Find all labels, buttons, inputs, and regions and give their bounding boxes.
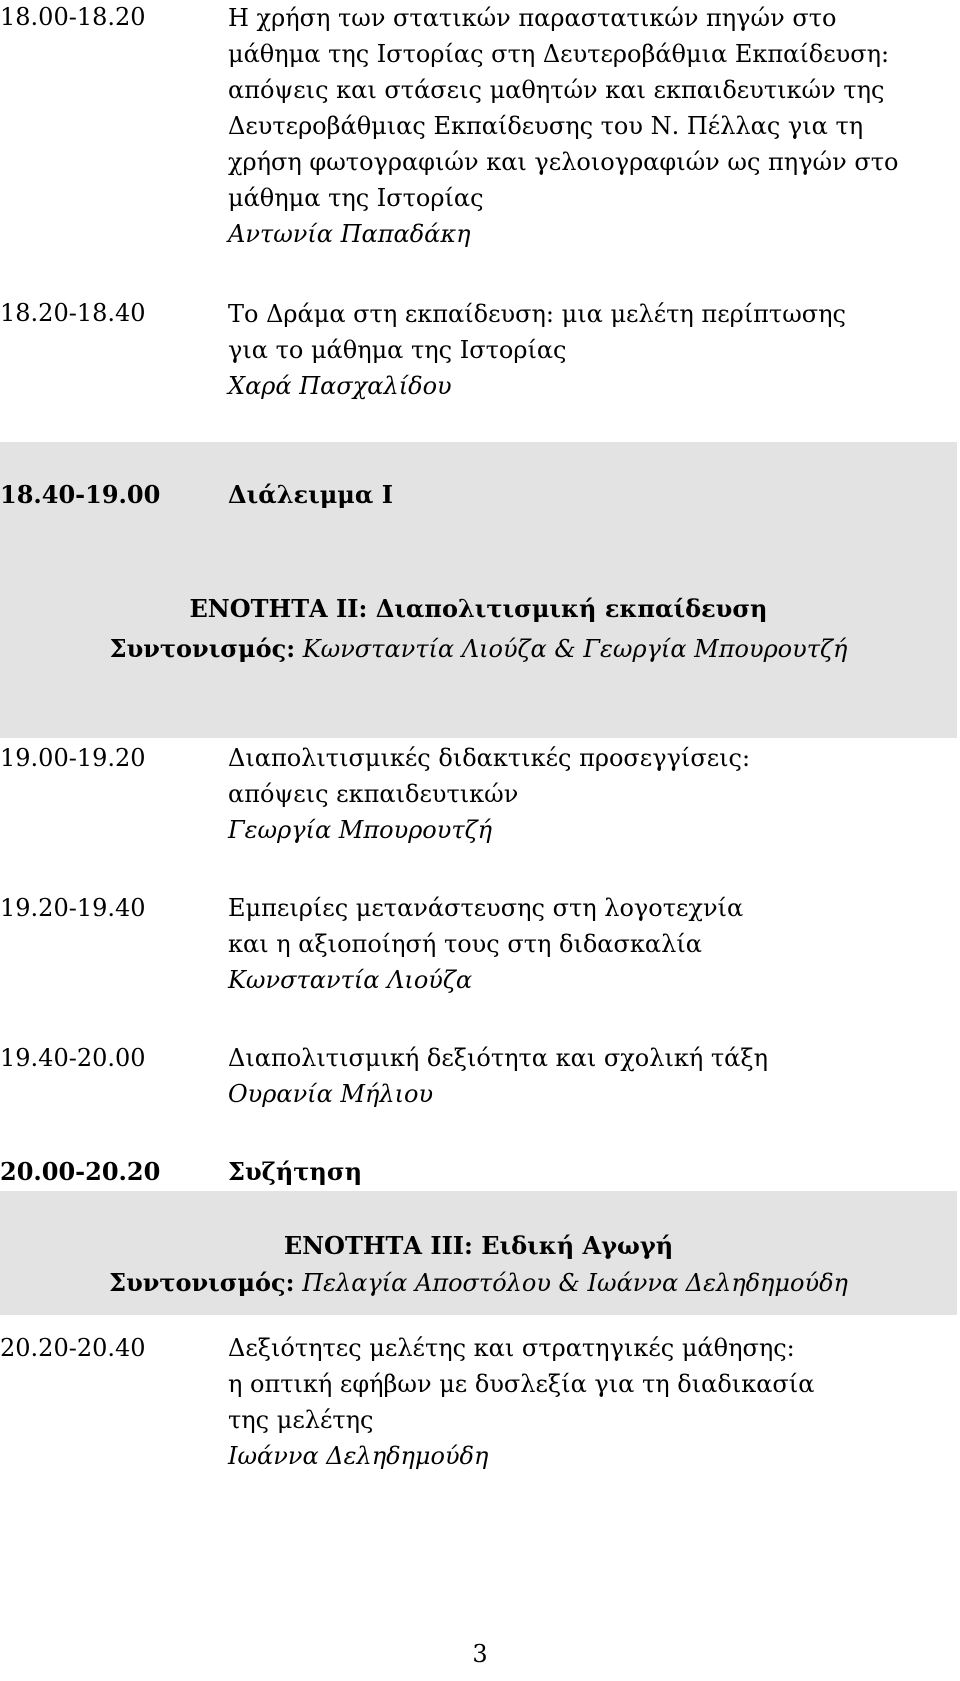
section-coordinators bbox=[0, 1265, 957, 1301]
time-slot: 18.20-18.40 bbox=[0, 299, 146, 327]
talk-title-line: Διαπολιτισμική δεξιότητα και σχολική τάξη bbox=[228, 1044, 768, 1072]
talk-title-line: Δεξιότητες μελέτης και στρατηγικές μάθησης: bbox=[228, 1334, 795, 1362]
talk-title-line: Εμπειρίες μετανάστευσης στη λογοτεχνία bbox=[228, 894, 744, 922]
talk-title-line: απόψεις εκπαιδευτικών bbox=[228, 780, 519, 808]
talk-author: Αντωνία Παπαδάκη bbox=[228, 220, 471, 248]
talk-title-line: χρήση φωτογραφιών και γελοιογραφιών ως πηγών στο bbox=[228, 148, 899, 176]
talk-info bbox=[228, 740, 953, 848]
talk-title-line: μάθημα της Ιστορίας στη Δευτεροβάθμια Εκπαίδευση: bbox=[228, 40, 890, 68]
time-slot: 19.20-19.40 bbox=[0, 894, 146, 922]
section-coordinators bbox=[0, 631, 957, 667]
time-slot: 20.20-20.40 bbox=[0, 1334, 146, 1362]
talk-info bbox=[228, 0, 953, 252]
coordinators-names: Κωνσταντία Λιούζα & Γεωργία Μπουρουτζή bbox=[302, 635, 848, 663]
talk-title-line: για το μάθημα της Ιστορίας bbox=[228, 336, 567, 364]
talk-title-line: Δευτεροβάθμιας Εκπαίδευσης του Ν. Πέλλας για τη bbox=[228, 112, 864, 140]
section-heading: ΕΝΟΤΗΤΑ ΙΙΙ: Ειδική Αγωγή bbox=[283, 1231, 674, 1260]
time-slot: 19.00-19.20 bbox=[0, 744, 146, 772]
talk-info bbox=[228, 890, 953, 998]
time-slot: 20.00-20.20 bbox=[0, 1157, 161, 1186]
time-slot: 19.40-20.00 bbox=[0, 1044, 146, 1072]
coordinators-label: Συντονισμός: bbox=[109, 1268, 295, 1297]
time-slot: 18.40-19.00 bbox=[0, 480, 161, 509]
talk-title-line: η οπτική εφήβων με δυσλεξία για τη διαδικασία bbox=[228, 1370, 815, 1398]
talk-author: Ιωάννα Δεληδημούδη bbox=[228, 1442, 489, 1470]
talk-title-line: Η χρήση των στατικών παραστατικών πηγών στο bbox=[228, 4, 837, 32]
coordinators-label: Συντονισμός: bbox=[109, 634, 296, 663]
talk-info bbox=[228, 1040, 953, 1112]
talk-title-line: της μελέτης bbox=[228, 1406, 374, 1434]
talk-author: Γεωργία Μπουρουτζή bbox=[228, 816, 492, 844]
talk-title-line: μάθημα της Ιστορίας bbox=[228, 184, 484, 212]
break-title: Διάλειμμα Ι bbox=[228, 480, 393, 509]
section-heading: ΕΝΟΤΗΤΑ ΙΙ: Διαπολιτισμική εκπαίδευση bbox=[189, 594, 768, 623]
talk-title-line: και η αξιοποίησή τους στη διδασκαλία bbox=[228, 930, 702, 958]
talk-author: Κωνσταντία Λιούζα bbox=[228, 966, 473, 994]
page-number: 3 bbox=[472, 1640, 488, 1668]
talk-info bbox=[228, 1330, 953, 1474]
talk-info bbox=[228, 296, 953, 404]
talk-title-line: Το Δράμα στη εκπαίδευση: μια μελέτη περίπτωσης bbox=[228, 300, 846, 328]
talk-title-line: απόψεις και στάσεις μαθητών και εκπαιδευτικών της bbox=[228, 76, 885, 104]
coordinators-names: Πελαγία Αποστόλου & Ιωάννα Δεληδημούδη bbox=[302, 1269, 848, 1297]
talk-title-line: Διαπολιτισμικές διδακτικές προσεγγίσεις: bbox=[228, 744, 751, 772]
time-slot: 18.00-18.20 bbox=[0, 3, 146, 31]
discussion-title: Συζήτηση bbox=[228, 1157, 363, 1186]
talk-author: Ουρανία Μήλιου bbox=[228, 1080, 434, 1108]
talk-author: Χαρά Πασχαλίδου bbox=[228, 372, 452, 400]
